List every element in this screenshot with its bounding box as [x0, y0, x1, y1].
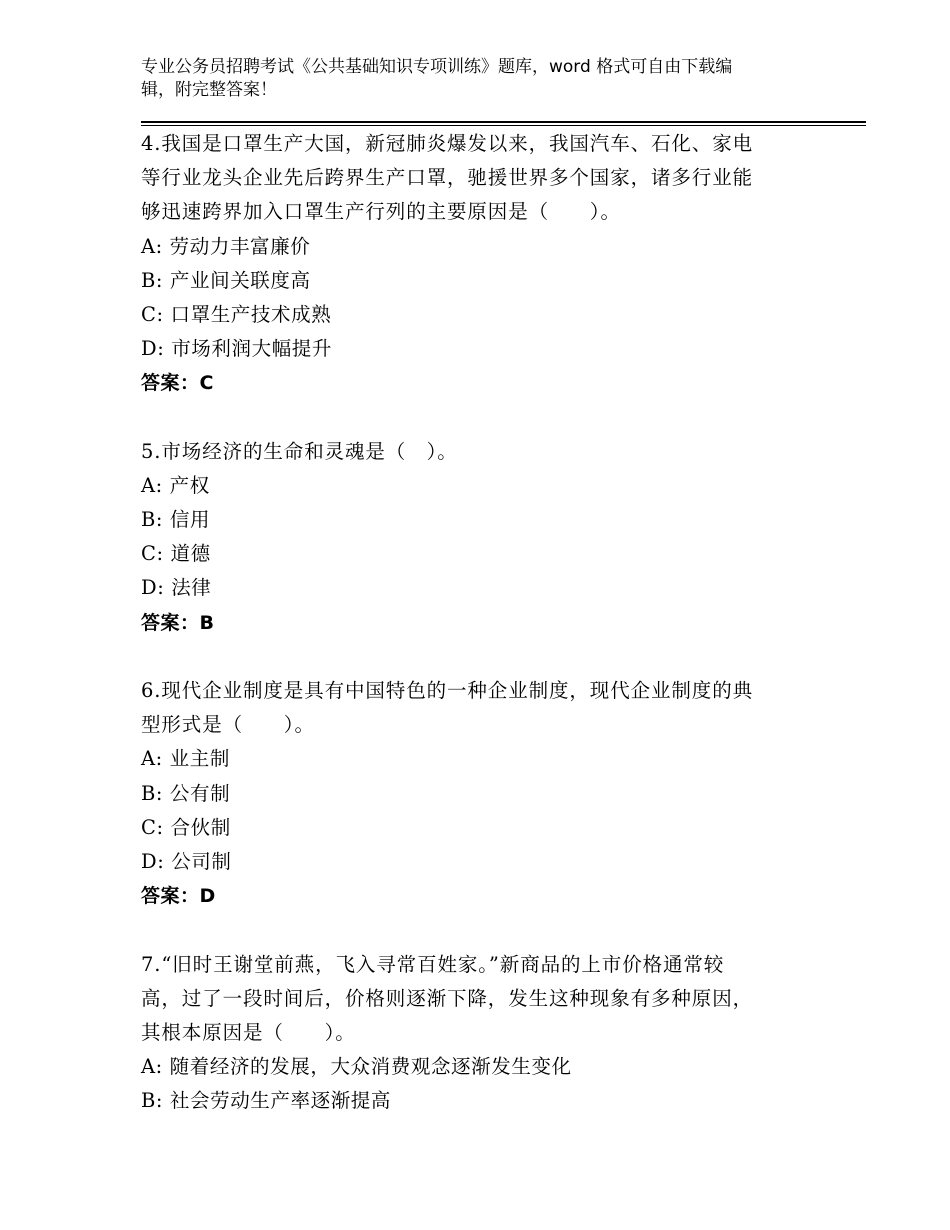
option-c: C: 口罩生产技术成熟 — [141, 302, 332, 326]
option-a: A: 随着经济的发展，大众消费观念逐渐发生变化 — [141, 1055, 572, 1079]
option-d: D: 公司制 — [141, 849, 232, 873]
question-stem — [141, 127, 861, 230]
option-c: C: 道德 — [141, 542, 211, 566]
option-b: B: 社会劳动生产率逐渐提高 — [141, 1089, 391, 1113]
option-a: A: 业主制 — [141, 747, 230, 771]
stem-line: 等行业龙头企业先后跨界生产口罩，驰援世界多个国家，诸多行业能 — [141, 166, 754, 190]
stem-line: 高，过了一段时间后，价格则逐渐下降，发生这种现象有多种原因， — [141, 986, 754, 1010]
answer-label: 答案：B — [141, 611, 215, 634]
option-a: A: 劳动力丰富廉价 — [141, 234, 311, 258]
option-b: B: 产业间关联度高 — [141, 268, 311, 292]
option-c: C: 合伙制 — [141, 815, 231, 839]
header-line: 专业公务员招聘考试《公共基础知识专项训练》题库，word 格式可自由下载编 — [141, 57, 733, 77]
question-block — [141, 948, 861, 1119]
spacer — [141, 401, 861, 435]
document-header — [141, 56, 801, 102]
option-d: D: 市场利润大幅提升 — [141, 337, 333, 361]
spacer — [141, 640, 861, 674]
question-stem — [141, 674, 861, 742]
header-divider — [141, 125, 866, 126]
header-line: 辑，附完整答案！ — [141, 80, 277, 100]
question-stem — [141, 435, 861, 469]
answer-label: 答案：D — [141, 885, 216, 908]
stem-line: 其根本原因是（ ）。 — [141, 1020, 356, 1044]
stem-line: 够迅速跨界加入口罩生产行列的主要原因是（ ）。 — [141, 200, 621, 224]
question-block — [141, 674, 861, 913]
header-divider — [141, 121, 866, 123]
question-block — [141, 127, 861, 401]
option-b: B: 信用 — [141, 508, 211, 532]
stem-line: 型形式是（ ）。 — [141, 713, 315, 737]
option-b: B: 公有制 — [141, 781, 231, 805]
stem-line: 6.现代企业制度是具有中国特色的一种企业制度，现代企业制度的典 — [141, 679, 754, 702]
option-a: A: 产权 — [141, 473, 210, 497]
stem-line: 5.市场经济的生命和灵魂是（ ）。 — [141, 439, 458, 463]
option-d: D: 法律 — [141, 576, 212, 600]
question-stem — [141, 948, 861, 1051]
stem-line: 4.我国是口罩生产大国，新冠肺炎爆发以来，我国汽车、石化、家电 — [141, 132, 754, 155]
spacer — [141, 913, 861, 947]
answer-label: 答案：C — [141, 372, 214, 395]
stem-line: 7.“旧时王谢堂前燕，飞入寻常百姓家。”新商品的上市价格通常较 — [141, 952, 725, 976]
question-block — [141, 435, 861, 640]
question-list — [141, 127, 861, 1118]
